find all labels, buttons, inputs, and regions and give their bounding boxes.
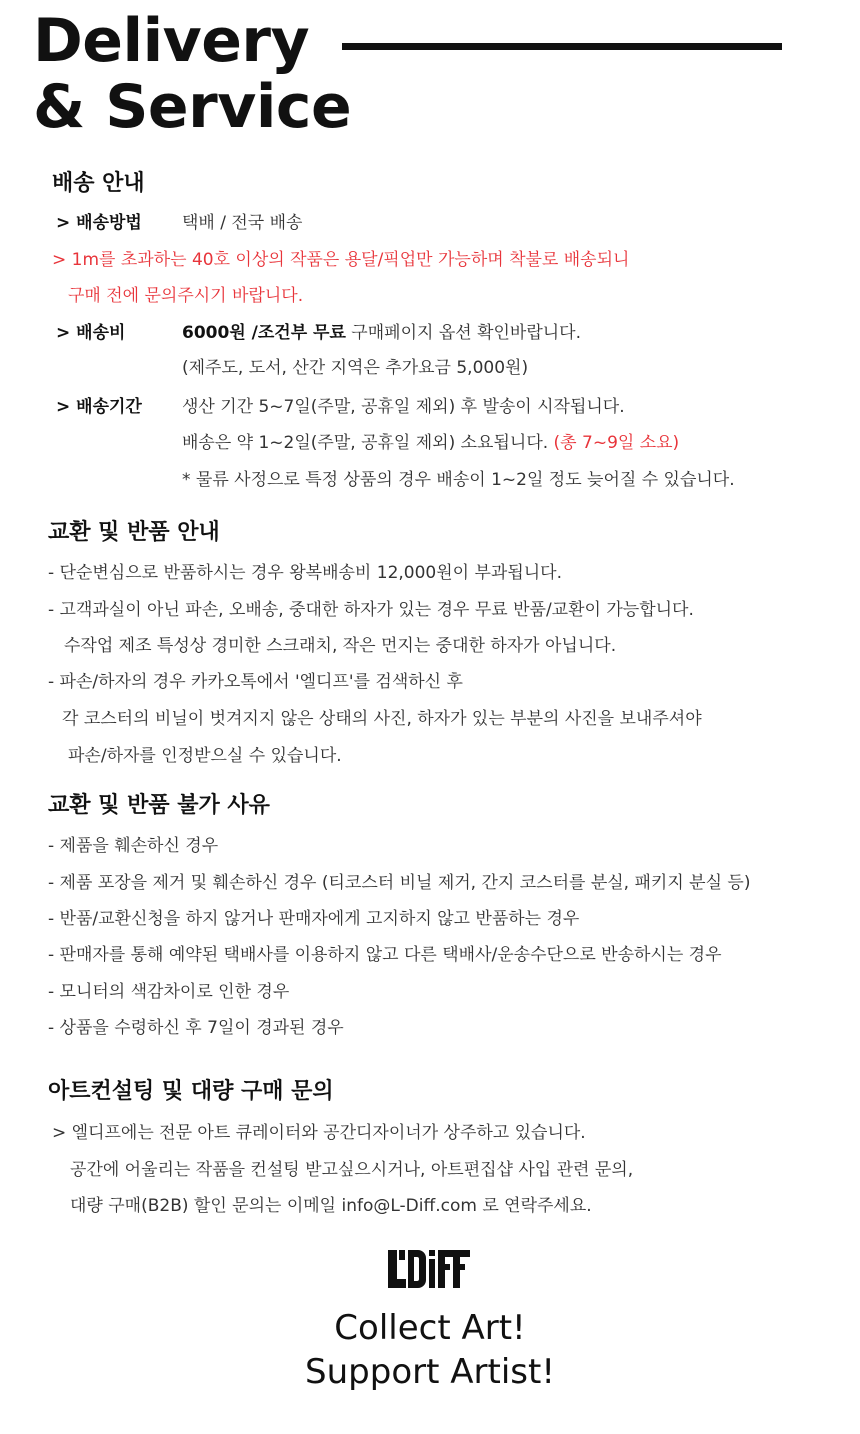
no-return-line: - 판매자를 통해 예약된 택배사를 이용하지 않고 다른 택배사/운송수단으로 반송하시는 경우 [48, 945, 722, 965]
no-return-line: - 상품을 수령하신 후 7일이 경과된 경우 [48, 1018, 344, 1038]
exchange-line: 수작업 제조 특성상 경미한 스크래치, 작은 먼지는 중대한 하자가 아닙니다. [64, 636, 617, 656]
exchange-heading: 교환 및 반품 안내 [48, 520, 220, 545]
delivery-period-text: 배송은 약 1~2일(주말, 공휴일 제외) 소요됩니다. [182, 433, 554, 453]
consulting-heading: 아트컨설팅 및 대량 구매 문의 [48, 1079, 334, 1104]
delivery-fee-bold: 6000원 /조건부 무료 [182, 323, 346, 343]
consulting-line: 대량 구매(B2B) 할인 문의는 이메일 info@L-Diff.com 로 연락주세요. [70, 1196, 592, 1216]
delivery-fee-label: > 배송비 [56, 323, 126, 343]
brand-logo [386, 1246, 472, 1290]
delivery-period-label: > 배송기간 [56, 397, 142, 417]
exchange-line: - 고객과실이 아닌 파손, 오배송, 중대한 하자가 있는 경우 무료 반품/교환이 가능합니다. [48, 600, 694, 620]
delivery-method-value: 택배 / 전국 배송 [182, 213, 303, 233]
no-return-line: - 모니터의 색감차이로 인한 경우 [48, 982, 290, 1002]
delivery-heading: 배송 안내 [52, 171, 145, 196]
delivery-fee-note: (제주도, 도서, 산간 지역은 추가요금 5,000원) [182, 358, 529, 378]
delivery-fee-rest: 구매페이지 옵션 확인바랍니다. [345, 323, 582, 343]
title-line-1: Delivery [33, 6, 310, 76]
consulting-line: 공간에 어울리는 작품을 컨설팅 받고싶으시거나, 아트편집샵 사입 관련 문의, [70, 1160, 634, 1180]
no-return-heading: 교환 및 반품 불가 사유 [48, 793, 270, 818]
exchange-line: - 파손/하자의 경우 카카오톡에서 '엘디프'를 검색하신 후 [48, 672, 463, 692]
exchange-line: 각 코스터의 비닐이 벗겨지지 않은 상태의 사진, 하자가 있는 부분의 사진을 보내주셔야 [62, 709, 702, 729]
delivery-period-line-2 [182, 428, 679, 453]
oversize-warning: > 1m를 초과하는 40호 이상의 작품은 용달/픽업만 가능하며 착불로 배송되니 [52, 250, 630, 270]
delivery-total-days: (총 7~9일 소요) [553, 433, 680, 453]
title-line-2: & Service [33, 72, 352, 142]
oversize-warning-2: 구매 전에 문의주시기 바랍니다. [68, 286, 304, 306]
delivery-period-line-1: 생산 기간 5~7일(주말, 공휴일 제외) 후 발송이 시작됩니다. [182, 397, 625, 417]
exchange-line: - 단순변심으로 반품하시는 경우 왕복배송비 12,000원이 부과됩니다. [48, 563, 562, 583]
consulting-line: > 엘디프에는 전문 아트 큐레이터와 공간디자이너가 상주하고 있습니다. [52, 1123, 586, 1143]
no-return-line: - 제품을 훼손하신 경우 [48, 836, 219, 856]
delivery-period-note: * 물류 사정으로 특정 상품의 경우 배송이 1~2일 정도 늦어질 수 있습니다. [182, 470, 735, 490]
no-return-line: - 반품/교환신청을 하지 않거나 판매자에게 고지하지 않고 반품하는 경우 [48, 909, 580, 929]
title-divider [342, 43, 782, 50]
slogan-line-2: Support Artist! [305, 1352, 555, 1392]
delivery-fee-value [182, 318, 581, 343]
no-return-line: - 제품 포장을 제거 및 훼손하신 경우 (티코스터 비닐 제거, 간지 코스터를 분실, 패키지 분실 등) [48, 873, 751, 893]
exchange-line: 파손/하자를 인정받으실 수 있습니다. [68, 746, 342, 766]
slogan-line-1: Collect Art! [334, 1308, 526, 1348]
page-title [33, 8, 351, 140]
delivery-method-label: > 배송방법 [56, 213, 142, 233]
